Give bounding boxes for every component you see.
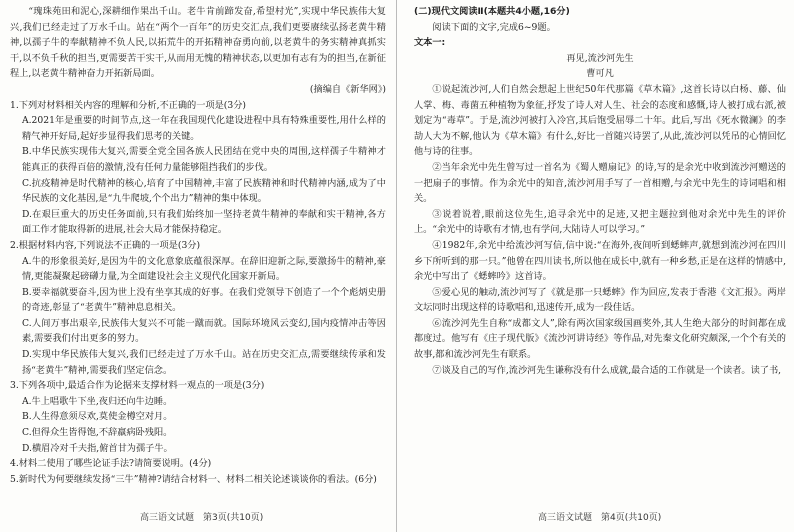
intro-paragraph: “瑰珠苑田和泥心,深耕细作果出千山。老牛肯前蹄发奋,希望村光”,实现中华民族伟大复兴,我们已经走过了万水千山。站在“两个一百年”的历史交汇点,我们更要赓续弘扬老黄牛精神,以孺子牛的奉献精神不负人民,以拓荒牛的开拓精神奋勇向前,以老黄牛的务实精神真抓实干,以不负千秋的担当,更需要苦干实干,从而用无愧的精神状态,以更加有志有为的担当,在新征程上,以老黄牛精神奋力开拓新局面。 [10,6,386,80]
question-2-option-c: C.人间万事出艰辛,民族伟大复兴不可能一蹴而就。国际环境风云变幻,国内疫情冲击等因素,需要我们付出更多的努力。 [22,317,386,345]
question-1-option-d: D.在艰巨重大的历史任务面前,只有我们始终加一坚持老黄牛精神的奉献和实干精神,各方面工作才能取得新的进展,社会大局才能保持稳定。 [22,208,386,236]
question-1-stem: 1.下列对材料相关内容的理解和分析,不正确的一项是(3分) [10,99,247,111]
section-heading: (二)现代文阅读Ⅱ(本题共4小题,16分) [414,6,570,17]
question-2-option-b: B.要幸福就要奋斗,因为世上没有坐享其成的好事。在我们党领导下创造了一个个彪炳史册的奇迹,彰显了“老黄牛”精神息息相关。 [22,286,386,314]
question-1-option-a: A.2021年是重要的时间节点,这一年在我国现代化建设进程中具有特殊重要性,用什么样的精气神开好局,起好步显得我们思考的关键。 [22,115,386,142]
question-2-option-d: D.实现中华民族伟大复兴,我们已经走过了万水千山。站在历史交汇点,需要继续传承和发扬“老黄牛”精神,需要我们坚定信念。 [22,349,386,376]
article-title: 再见,流沙河先生 [566,52,634,64]
question-3-stem: 3.下列各项中,最适合作为论据来支撑材料一观点的一项是(3分) [10,380,265,392]
text-label: 文本一: [414,37,446,49]
question-3-option-c: C.但得众生皆得饱,不辞羸病卧残阳。 [22,427,173,439]
article-author: 曹可凡 [586,68,614,80]
question-3-option-d: D.横眉冷对千夫指,俯首甘为孺子牛。 [22,442,173,454]
right-page [414,4,786,504]
article-paragraph-6: ⑥流沙河先生自称“成都文人”,除有两次国家级国画奖外,其人生绝大部分的时间都在成都度过。他写有《庄子现代版》《流沙河讲诗经》等作品,对先秦文化研究颇深,一个个有关的故事,都和流沙河先生有联系。 [414,317,786,361]
page-footer-right: 高三语文试题 第4页(共10页) [538,513,662,523]
left-page [10,4,386,504]
article-paragraph-1: ①说起流沙河,人们自然会想起上世纪50年代那篇《草木篇》,这首长诗以白杨、藤、仙人掌、梅、毒菌五种植物为象征,抒发了诗人对人生、社会的态度和感慨,诗人被打成右派,被划定为“毒草”。于是,流沙河被打入冷宫,其后饱受屈辱二十年。此后,写出《死水微澜》的李劼人大为不解,他认为《草木篇》有什么,好比一首随兴诗罢了,从此,流沙河以凭吊的心情回忆他与诗的往事。 [414,83,786,158]
question-3-option-b: B.人生得意须尽欢,莫使金樽空对月。 [22,411,173,423]
question-4: 4.材料二使用了哪些论证手法?请简要说明。(4分) [10,458,212,470]
question-1-option-b: B.中华民族实现伟大复兴,需要全党全国各族人民团结在党中央的周围,这样孺子牛精神才能真正的获得百倍的激情,没有任何力量能够阻挡我们的步伐。 [22,146,386,173]
reading-instruction: 阅读下面的文字,完成6~9题。 [432,21,556,33]
article-paragraph-7: ⑦谈及自己的写作,流沙河先生谦称没有什么成就,最合适的工作就是一个读者。读了书, [432,364,782,376]
article-paragraph-5: ⑤爱心见的触动,流沙河写了《就是那一只蟋蟀》作为回应,发表于香港《文汇报》。两岸文坛同时出现这样的诗歌唱和,迅速传开,成为一段佳话。 [414,286,786,314]
article-paragraph-4: ④1982年,余光中给流沙河写信,信中说:“在海外,夜间听到蟋蟀声,就想到流沙河在四川乡下所听到的那一只。”他曾在四川读书,所以他在成长中,就有一种乡愁,正是在这样的情感中,余光中写出了《蟋蟀吟》这首诗。 [414,239,786,283]
question-2-stem: 2.根据材料内容,下列说法不正确的一项是(3分) [10,239,201,251]
article-paragraph-2: ②当年余光中先生曾写过一首名为《蜀人赠扇记》的诗,写的是余光中收到流沙河赠送的一把扇子的事情。作为余光中的知音,流沙河用手写了一首相赠,与余光中先生的诗词唱和相关。 [414,161,786,205]
page-divider [396,0,397,532]
question-2-option-a: A.牛的形象很美好,是因为牛的文化意象底蕴很深厚。在辞旧迎新之际,要激扬牛的精神,豪情,更能凝聚起磅礴力量,为全面建设社会主义现代化国家开新局。 [22,255,386,283]
question-3-option-a: A.牛上唱歌牛下坐,夜归还向牛边睡。 [22,395,173,407]
source-citation: (摘编自《新华网》) [309,83,386,95]
question-5: 5.新时代为何要继续发扬“三牛”精神?请结合材料一、材料二相关论述谈谈你的看法。(6分) [10,473,377,485]
article-paragraph-3: ③说着说着,眼前这位先生,追寻余光中的足迹,又把主题拉到他对余光中先生的评价上。“余光中的诗歌有才情,也有学问,大陆诗人可以学习。” [414,208,786,236]
question-1-option-c: C.抗疫精神是时代精神的核心,培育了中国精神,丰富了民族精神和时代精神内涵,成为了中华民族的文化基因,是“九牛爬坡,个个出力”精神的集中体现。 [22,177,386,205]
page-footer-left: 高三语文试题 第3页(共10页) [140,513,264,523]
